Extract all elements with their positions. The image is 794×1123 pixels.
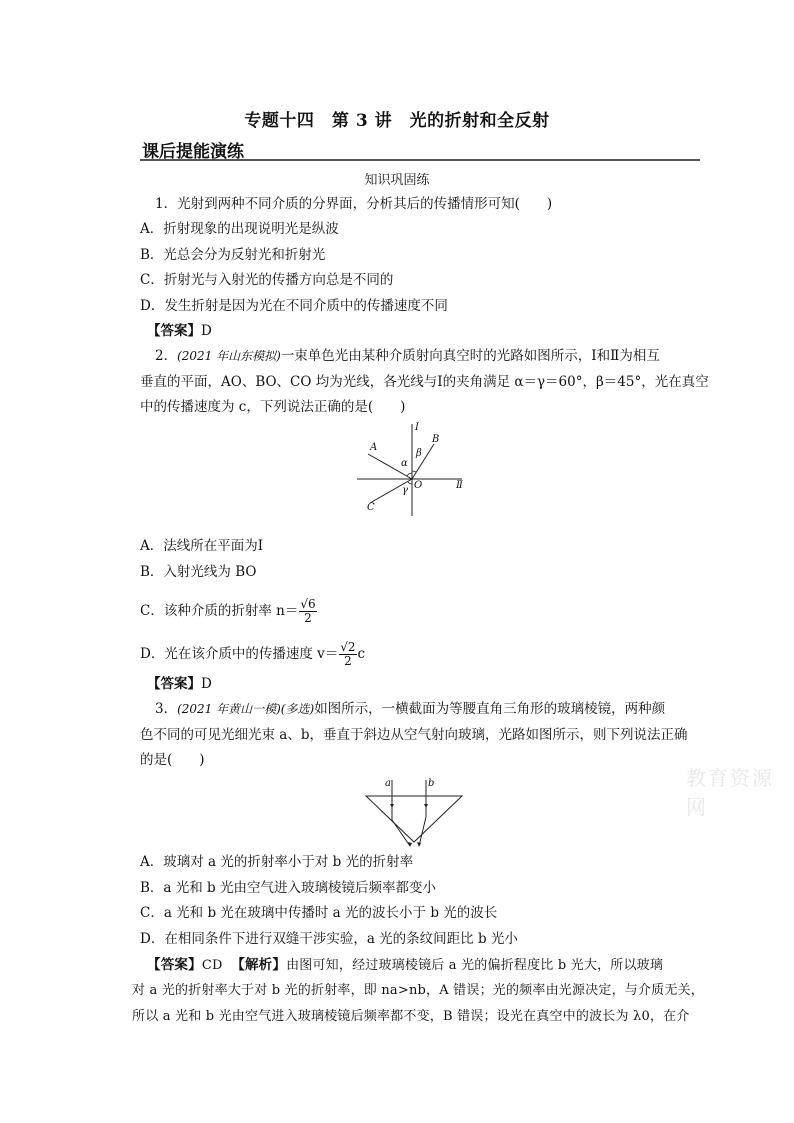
fraction-numerator: √2 [340,640,356,654]
label-b: B [432,434,440,445]
section-divider [140,159,700,161]
q2-option-d-suffix: c [357,646,366,662]
label-b: b [428,778,435,789]
q2-number: 2． [155,348,178,364]
plane-2-label: Ⅱ [456,480,463,491]
fraction-denominator: 2 [304,611,312,625]
ray-b-arrow [424,804,428,808]
answer-value: CD [201,958,223,973]
q2-option-d-text: D．光在该介质中的传播速度 v＝ [140,646,339,662]
q2-option-c [140,598,318,625]
q2-refraction-diagram [352,418,474,520]
analysis-label: 【解析】 [231,957,287,973]
fraction [299,598,316,625]
q1-option-a: A．折射现象的出现说明光是纵波 [140,221,339,237]
fraction-denominator: 2 [344,654,352,668]
q2-stem-line1 [155,347,660,365]
label-beta: β [416,448,422,459]
answer-value: D [201,676,212,692]
q1-option-c: C．折射光与入射光的传播方向总是不同的 [140,272,394,288]
q2-option-a: A．法线所在平面为Ⅰ [140,538,264,554]
q3-analysis-line2: 对 a 光的折射率大于对 b 光的折射率，即 na>nb，A 错误；光的频率由光源决定，与介质无关， [132,983,704,998]
subsection-heading: 知识巩固练 [364,173,430,188]
q3-answer-analysis-line1 [147,952,663,979]
q3-source: (2021 年黄山一模)(多选) [177,702,315,716]
q1-answer [147,322,212,340]
beta-arc [412,471,416,472]
page-title: 专题十四 第 3 讲 光的折射和全反射 [244,111,550,131]
label-c: C [367,502,375,513]
section-heading: 课后提能演练 [142,142,244,162]
answer-label: 【答案】 [147,676,201,692]
q2-stem-line2: 垂直的平面，AO、BO、CO 均为光线，各光线与Ⅰ的夹角满足 α＝γ＝60°，β＝45°，光在真空 [140,374,709,390]
q1-stem: 1．光射到两种不同介质的分界面，分析其后的传播情形可知( ) [155,196,553,212]
ray-b-out-arrow [417,842,421,847]
q2-answer [147,675,212,693]
ray-a-arrow [390,804,394,808]
q3-stem-line2: 色不同的可见光细光束 a、b，垂直于斜边从空气射向玻璃，光路如图所示，则下列说法正确 [140,727,688,743]
plane-1-label: Ⅰ [415,422,419,433]
q2-stem-line3: 中的传播速度为 c，下列说法正确的是( ) [140,399,406,415]
answer-label: 【答案】 [147,323,201,339]
q2-source: (2021 年山东模拟) [177,349,281,363]
watermark: 教育资源网 [686,766,774,819]
gamma-arc [408,482,412,484]
q3-option-c: C．a 光和 b 光在玻璃中传播时 a 光的波长小于 b 光的波长 [140,905,498,921]
answer-value: D [201,323,212,339]
q3-option-a: A．玻璃对 a 光的折射率小于对 b 光的折射率 [140,854,414,870]
alpha-arc [407,473,412,476]
q3-stem-line1 [155,700,665,718]
label-o: O [414,480,423,491]
label-a: a [385,778,391,789]
q1-option-b: B．光总会分为反射光和折射光 [140,247,326,263]
label-gamma: γ [402,485,408,496]
label-alpha: α [401,458,408,469]
q2-option-d [140,641,365,668]
prism-triangle [366,796,462,842]
q3-number: 3． [155,701,178,717]
label-a: A [370,442,378,453]
fraction-numerator: √6 [300,597,316,611]
ray-a-out [392,820,410,846]
analysis-text: 由图可知，经过玻璃棱镜后 a 光的偏折程度比 b 光大，所以玻璃 [286,958,664,973]
q3-stem-line3: 的是( ) [140,752,205,768]
q1-option-d: D．发生折射是因为光在不同介质中的传播速度不同 [140,298,448,314]
q2-option-b: B．入射光线为 BO [140,564,257,580]
fraction [339,641,356,668]
q3-option-b: B．a 光和 b 光由空气进入玻璃棱镜后频率都变小 [140,880,436,896]
q2-option-c-text: C．该种介质的折射率 n＝ [140,603,299,619]
q3-analysis-line3: 所以 a 光和 b 光由空气进入玻璃棱镜后频率都不变，B 错误；设光在真空中的波长为 λ0，在介 [132,1009,690,1024]
q2-stem-text: 一束单色光由某种介质射向真空时的光路如图所示，Ⅰ和Ⅱ为相互 [280,348,660,364]
answer-label: 【答案】 [147,957,202,973]
q3-stem-text: 如图所示，一横截面为等腰直角三角形的玻璃棱镜，两种颜 [314,701,666,717]
q3-option-d: D．在相同条件下进行双缝干涉实验，a 光的条纹间距比 b 光小 [140,931,518,947]
q3-prism-diagram [360,774,470,848]
